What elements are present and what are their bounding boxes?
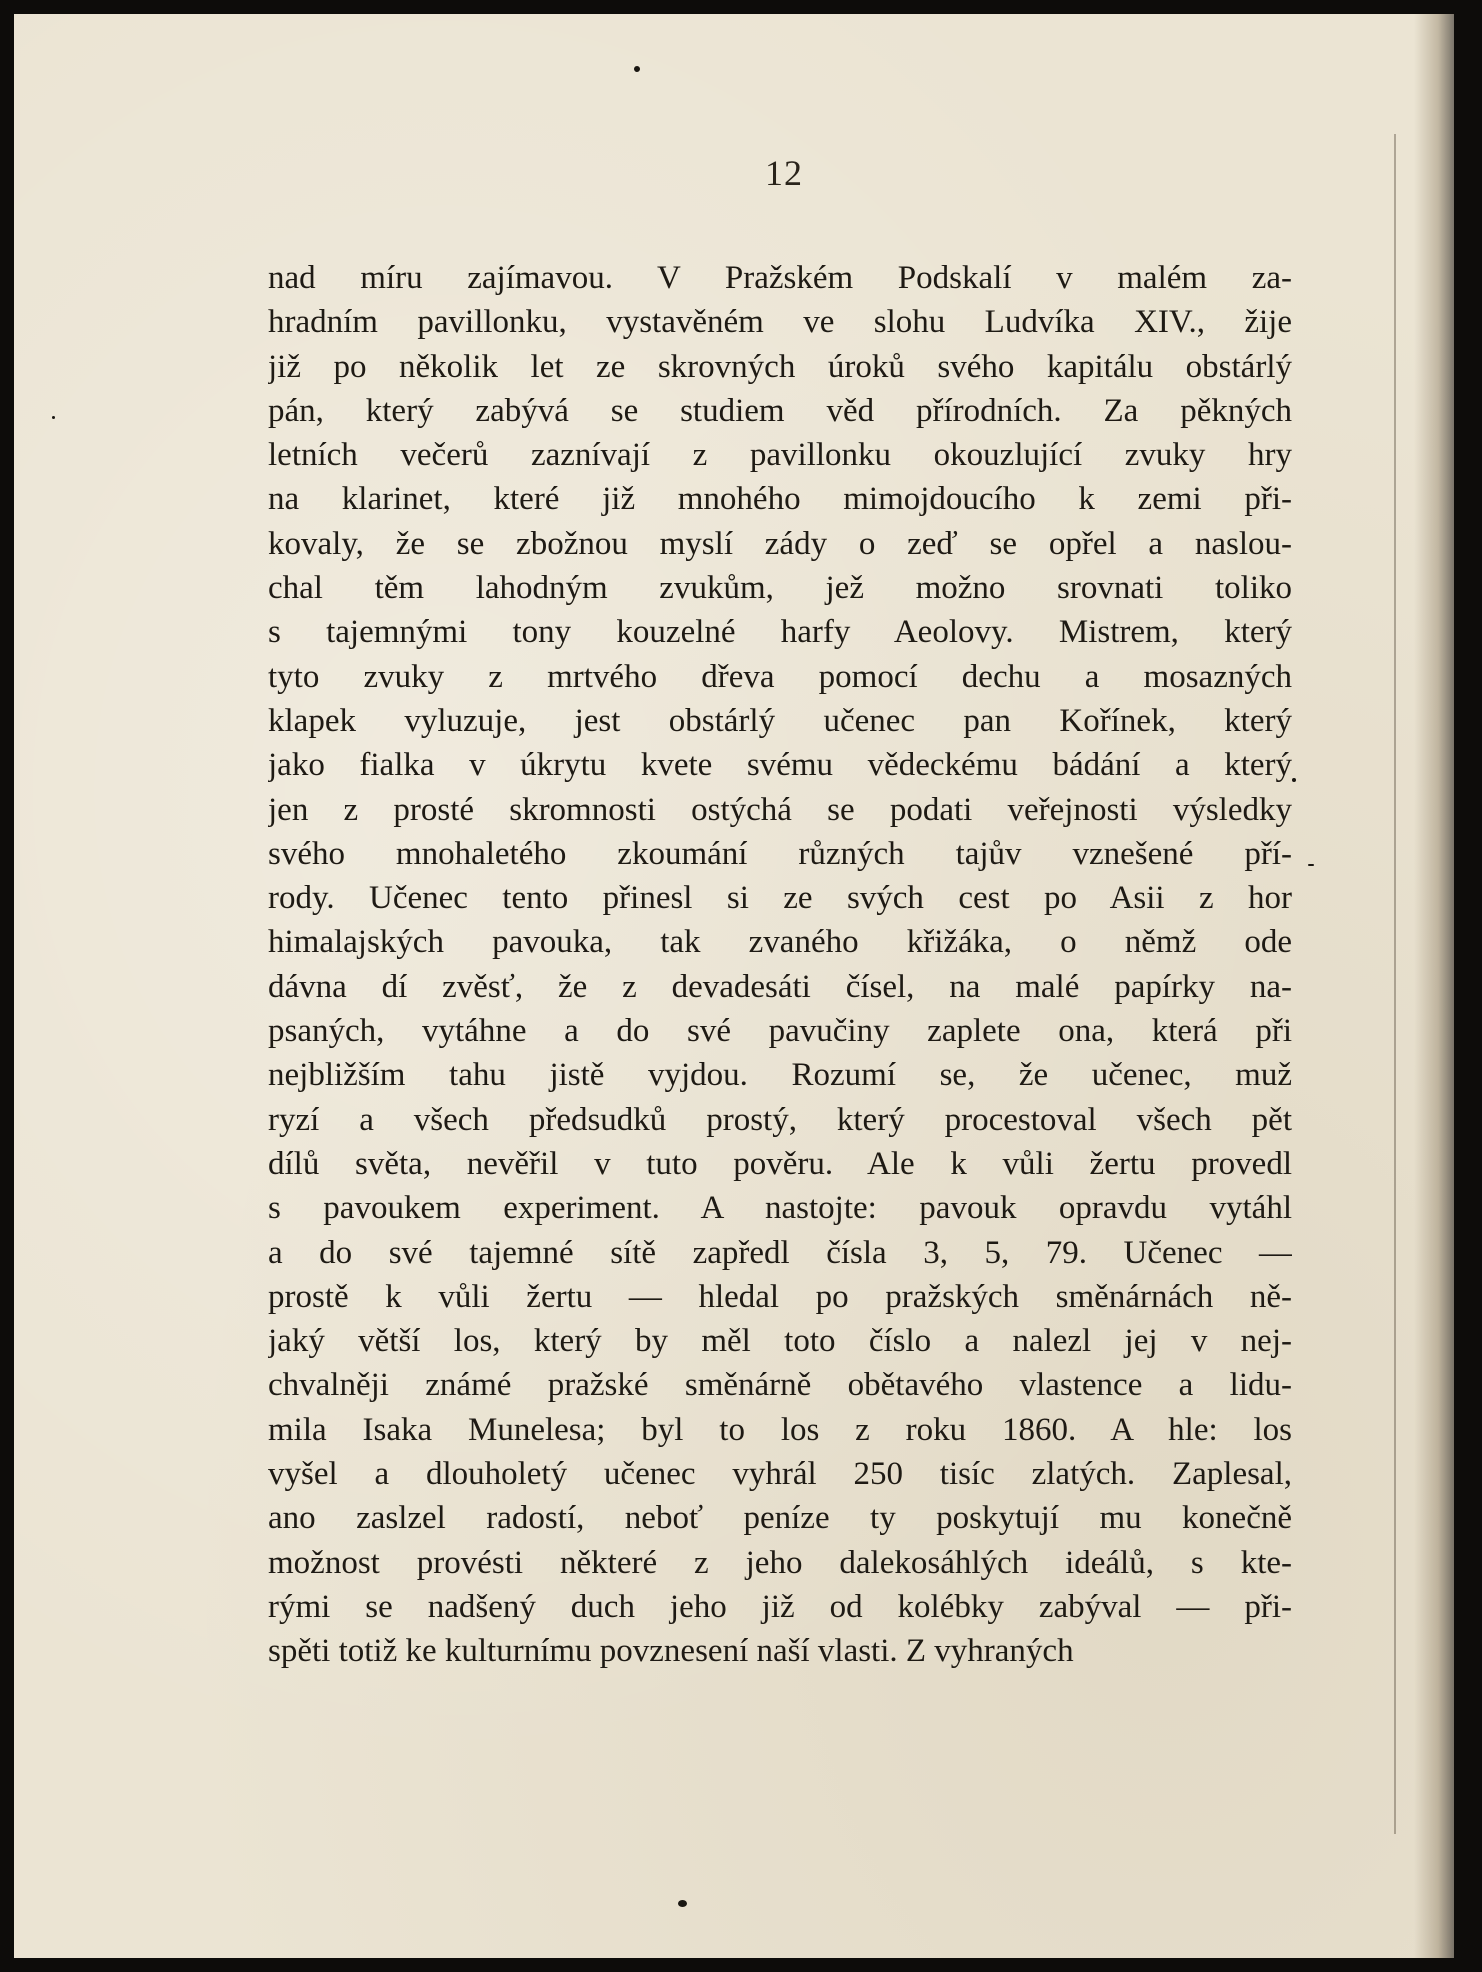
- text-line: jaký větší los, který by měl toto číslo a nalezl jej v nej-: [268, 1323, 1292, 1360]
- text-line: s pavoukem experiment. A nastojte: pavouk opravdu vytáhl: [268, 1190, 1292, 1227]
- text-line: na klarinet, které již mnohého mimojdoucího k zemi při-: [268, 481, 1292, 518]
- text-line: a do své tajemné sítě zapředl čísla 3, 5, 79. Učenec —: [268, 1234, 1292, 1271]
- gutter-shadow: [1414, 14, 1454, 1958]
- text-line: chvalněji známé pražské směnárně obětavého vlastence a lidu-: [268, 1367, 1292, 1404]
- text-line: ryzí a všech předsudků prostý, který procestoval všech pět: [268, 1101, 1292, 1138]
- book-page: [14, 14, 1454, 1958]
- ink-speck: [1292, 778, 1296, 782]
- ink-speck: [678, 1900, 687, 1907]
- text-line: svého mnohaletého zkoumání různých tajův vznešené pří-: [268, 835, 1292, 872]
- text-line: kovaly, že se zbožnou myslí zády o zeď se opřel a naslou-: [268, 525, 1292, 562]
- text-line: klapek vyluzuje, jest obstárlý učenec pan Kořínek, který: [268, 702, 1292, 739]
- text-line: psaných, vytáhne a do své pavučiny zaplete ona, která při: [268, 1013, 1292, 1050]
- spine-edge: [1394, 134, 1396, 1834]
- text-line: dávna dí zvěsť, že z devadesáti čísel, na malé papírky na-: [268, 968, 1292, 1005]
- text-line: rými se nadšený duch jeho již od kolébky zabýval — při-: [268, 1588, 1292, 1625]
- text-line: nejbližším tahu jistě vyjdou. Rozumí se, že učenec, muž: [268, 1057, 1292, 1094]
- text-line: již po několik let ze skrovných úroků svého kapitálu obstárlý: [268, 348, 1292, 385]
- text-line: rody. Učenec tento přinesl si ze svých cest po Asii z hor: [268, 880, 1292, 917]
- text-line: hradním pavillonku, vystavěném ve slohu Ludvíka XIV., žije: [268, 304, 1292, 341]
- text-line: nad míru zajímavou. V Pražském Podskalí v malém za-: [268, 260, 1292, 296]
- text-line: vyšel a dlouholetý učenec vyhrál 250 tisíc zlatých. Zaplesal,: [268, 1456, 1292, 1493]
- text-line: prostě k vůli žertu — hledal po pražských směnárnách ně-: [268, 1278, 1292, 1315]
- text-line: ano zaslzel radostí, neboť peníze ty poskytují mu konečně: [268, 1500, 1292, 1537]
- text-line: dílů světa, nevěřil v tuto pověru. Ale k vůli žertu provedl: [268, 1145, 1292, 1182]
- text-line: mila Isaka Munelesa; byl to los z roku 1860. A hle: los: [268, 1411, 1292, 1448]
- ink-speck: [52, 416, 55, 419]
- text-line: chal těm lahodným zvukům, jež možno srovnati toliko: [268, 570, 1292, 607]
- text-line: pán, který zabývá se studiem věd přírodních. Za pěkných: [268, 392, 1292, 429]
- page-number: 12: [765, 153, 803, 193]
- text-line: tyto zvuky z mrtvého dřeva pomocí dechu a mosazných: [268, 658, 1292, 695]
- text-line: jen z prosté skromnosti ostýchá se podati veřejnosti výsledky: [268, 791, 1292, 828]
- text-line: možnost provésti některé z jeho dalekosáhlých ideálů, s kte-: [268, 1544, 1292, 1581]
- body-text: [268, 256, 1292, 1674]
- text-line: s tajemnými tony kouzelné harfy Aeolovy. Mistrem, který: [268, 614, 1292, 651]
- ink-speck: [634, 66, 640, 72]
- ink-speck: [1308, 864, 1314, 866]
- text-line: letních večerů zaznívají z pavillonku okouzlující zvuky hry: [268, 437, 1292, 474]
- text-line: jako fialka v úkrytu kvete svému vědeckému bádání a který: [268, 747, 1292, 784]
- text-line: himalajských pavouka, tak zvaného křižáka, o němž ode: [268, 924, 1292, 961]
- text-line: spěti totiž ke kulturnímu povznesení naší vlasti. Z vyhraných: [268, 1633, 1074, 1670]
